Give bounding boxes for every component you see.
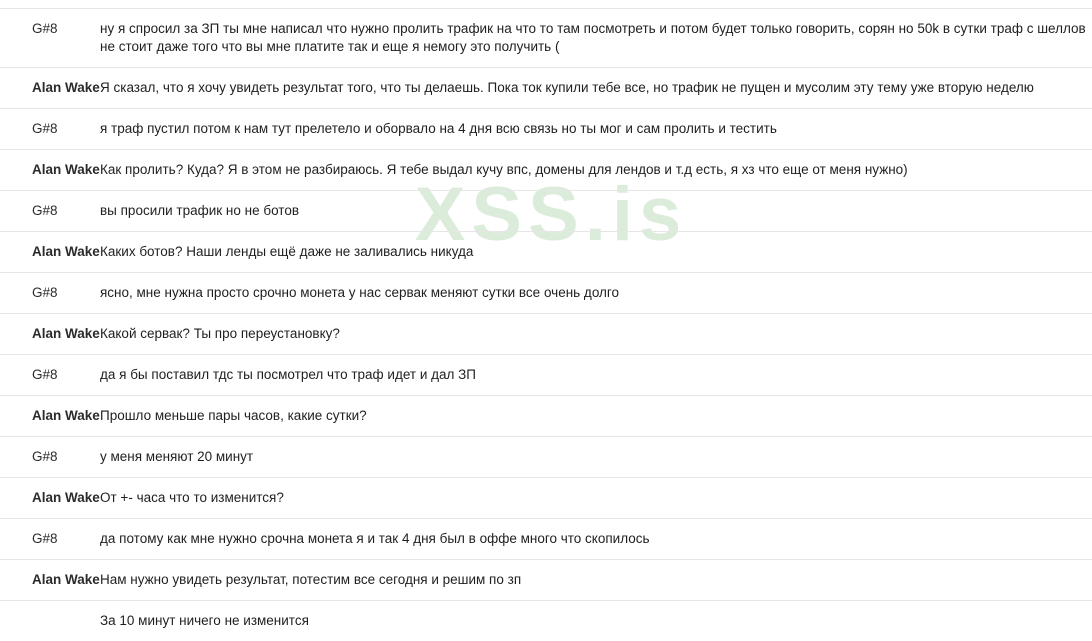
- message-row: [0, 273, 1092, 313]
- message-row: [0, 232, 1092, 272]
- message-author[interactable]: G#8: [32, 121, 58, 136]
- message-text: Каких ботов? Наши ленды ещё даже не заливались никуда: [100, 244, 474, 259]
- message-text: вы просили трафик но не ботов: [100, 203, 299, 218]
- message-text: у меня меняют 20 минут: [100, 449, 254, 464]
- message-text: От +- часа что то изменится?: [100, 490, 284, 505]
- message-row: [0, 355, 1092, 395]
- message-text: ну я спросил за ЗП ты мне написал что нужно пролить трафик на что то там посмотреть и потом будет только говорить, сорян но 50k в сутки траф с шеллов не стоит даже того что вы мне платите так и еще я немогу это получить (: [100, 21, 1090, 54]
- message-row: [0, 150, 1092, 190]
- message-text: да я бы поставил тдс ты посмотрел что траф идет и дал ЗП: [100, 367, 476, 382]
- message-text: За 10 минут ничего не изменится: [100, 613, 309, 628]
- message-text: ясно, мне нужна просто срочно монета у нас сервак меняют сутки все очень долго: [100, 285, 620, 300]
- message-text: Прошло меньше пары часов, какие сутки?: [100, 408, 367, 423]
- message-text: Как пролить? Куда? Я в этом не разбираюсь. Я тебе выдал кучу впс, домены для лендов и т.д есть, я хз что еще от меня нужно): [100, 162, 908, 177]
- message-text: я траф пустил потом к нам тут прелетело и оборвало на 4 дня всю связь но ты мог и сам пролить и тестить: [100, 121, 777, 136]
- message-author[interactable]: Alan Wake: [32, 80, 100, 95]
- message-row: [0, 191, 1092, 231]
- message-author[interactable]: Alan Wake: [32, 162, 100, 177]
- message-text: Нам нужно увидеть результат, потестим все сегодня и решим по зп: [100, 572, 522, 587]
- message-row: [0, 314, 1092, 354]
- message-row: [0, 478, 1092, 518]
- message-row: [0, 519, 1092, 559]
- message-text: да потому как мне нужно срочна монета я и так 4 дня был в оффе много что скопилось: [100, 531, 650, 546]
- message-author[interactable]: Alan Wake: [32, 244, 100, 259]
- message-author[interactable]: G#8: [32, 21, 58, 36]
- message-row: [0, 560, 1092, 600]
- message-author[interactable]: G#8: [32, 531, 58, 546]
- message-row: [0, 9, 1092, 67]
- message-author[interactable]: [0, 601, 100, 623]
- message-row: [0, 396, 1092, 436]
- message-author[interactable]: Alan Wake: [32, 490, 100, 505]
- message-text: Какой сервак? Ты про переустановку?: [100, 326, 340, 341]
- message-author[interactable]: Alan Wake: [32, 572, 100, 587]
- message-author[interactable]: G#8: [32, 285, 58, 300]
- message-row: [0, 109, 1092, 149]
- message-author[interactable]: G#8: [32, 367, 58, 382]
- message-author[interactable]: Alan Wake: [32, 408, 100, 423]
- message-row: [0, 601, 1092, 641]
- message-row: [0, 68, 1092, 108]
- watermark-text: XSS.is: [414, 172, 688, 257]
- message-author[interactable]: Alan Wake: [32, 326, 100, 341]
- message-author[interactable]: G#8: [32, 203, 58, 218]
- message-row: [0, 437, 1092, 477]
- message-author[interactable]: G#8: [32, 449, 58, 464]
- message-text: Я сказал, что я хочу увидеть результат того, что ты делаешь. Пока ток купили тебе все, но трафик не пущен и мусолим эту тему уже вторую неделю: [100, 80, 1034, 95]
